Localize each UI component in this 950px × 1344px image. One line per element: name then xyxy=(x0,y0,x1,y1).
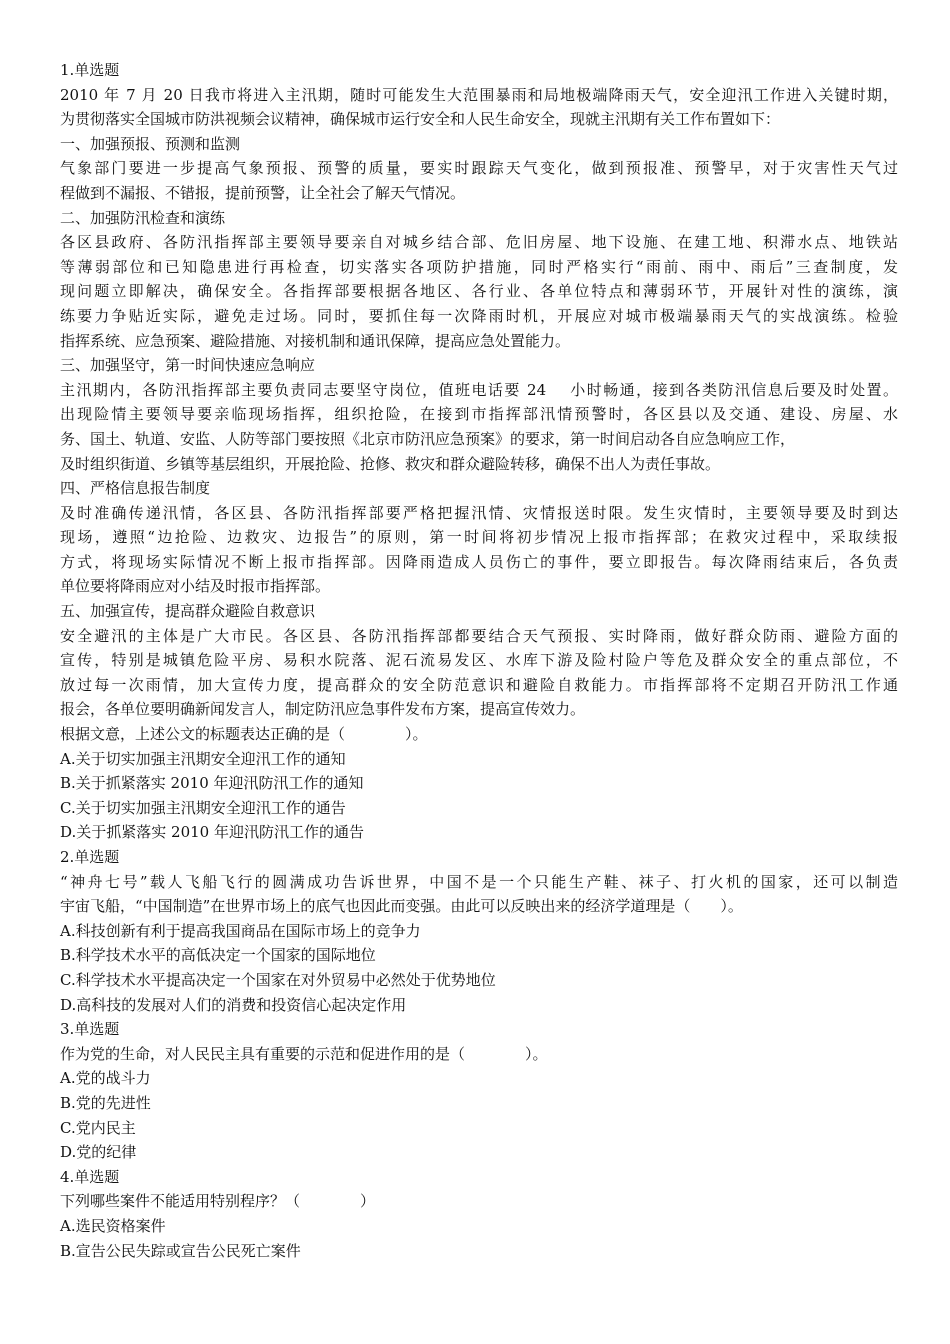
q2-option-a: A.科技创新有利于提高我国商品在国际市场上的竞争力 xyxy=(60,921,421,940)
q4-stem: 下列哪些案件不能适用特别程序？（ ） xyxy=(60,1192,376,1211)
q1-section-2-line-1: 各区县政府、各防汛指挥部主要领导要亲自对城乡结合部、危旧房屋、地下设施、在建工地、积滞水点、地铁站 xyxy=(60,233,898,252)
q1-question: 根据文意，上述公文的标题表达正确的是（ ）。 xyxy=(60,725,428,744)
q1-section-4-line-2: 现场，遵照“边抢险、边救灾、边报告”的原则，第一时间将初步情况上报市指挥部；在救灾过程中，采取续报 xyxy=(60,528,898,547)
q4-option-a: A.选民资格案件 xyxy=(60,1216,166,1235)
q1-section-4-line-1: 及时准确传递汛情，各区县、各防汛指挥部要严格把握汛情、灾情报送时限。发生灾情时，主要领导要及时到达 xyxy=(60,503,898,522)
q1-section-3-line-1: 主汛期内，各防汛指挥部主要负责同志要坚守岗位，值班电话要 24 小时畅通，接到各类防汛信息后要及时处置。 xyxy=(60,380,898,399)
q1-section-2-title: 二、加强防汛检查和演练 xyxy=(60,208,226,227)
q2-option-c: C.科学技术水平提高决定一个国家在对外贸易中必然处于优势地位 xyxy=(60,970,496,989)
q1-section-3-line-2: 出现险情主要领导要亲临现场指挥，组织抢险，在接到市指挥部汛情预警时，各区县以及交通、建设、房屋、水 xyxy=(60,405,898,424)
q1-section-5-line-2: 宣传，特别是城镇危险平房、易积水院落、泥石流易发区、水库下游及险村险户等危及群众安全的重点部位，不 xyxy=(60,651,898,670)
q1-section-5-line-4: 报会，各单位要明确新闻发言人，制定防汛应急事件发布方案，提高宣传效力。 xyxy=(60,700,586,719)
q1-section-1-line-1: 气象部门要进一步提高气象预报、预警的质量，要实时跟踪天气变化，做到预报准、预警早，对于灾害性天气过 xyxy=(60,159,898,178)
q1-option-c: C.关于切实加强主汛期安全迎汛工作的通告 xyxy=(60,798,346,817)
q1-section-3-line-3: 务、国土、轨道、安监、人防等部门要按照《北京市防汛应急预案》的要求，第一时间启动各自应急响应工作， xyxy=(60,429,796,448)
q1-option-a: A.关于切实加强主汛期安全迎汛工作的通知 xyxy=(60,749,346,768)
q1-header: 1.单选题 xyxy=(60,61,120,79)
q3-option-d: D.党的纪律 xyxy=(60,1143,137,1162)
q3-option-b: B.党的先进性 xyxy=(60,1093,151,1112)
q1-section-2-line-4: 练要力争贴近实际，避免走过场。同时，要抓住每一次降雨时机，开展应对城市极端暴雨天气的实战演练。检验 xyxy=(60,306,898,325)
q1-intro-line-2: 为贯彻落实全国城市防洪视频会议精神，确保城市运行安全和人民生命安全，现就主汛期有关工作布置如下： xyxy=(60,110,781,129)
q1-section-4-line-4: 单位要将降雨应对小结及时报市指挥部。 xyxy=(60,577,331,596)
q2-option-d: D.高科技的发展对人们的消费和投资信心起决定作用 xyxy=(60,995,407,1014)
q1-section-2-line-2: 等薄弱部位和已知隐患进行再检查，切实落实各项防护措施，同时严格实行“雨前、雨中、雨后”三查制度，发 xyxy=(60,257,898,276)
q1-section-3-title: 三、加强坚守，第一时间快速应急响应 xyxy=(60,356,316,375)
q1-section-2-line-3: 现问题立即解决，确保安全。各指挥部要根据各地区、各行业、各单位特点和薄弱环节，开展针对性的演练，演 xyxy=(60,282,898,301)
q2-header: 2.单选题 xyxy=(60,848,120,866)
q1-section-4-line-3: 方式，将现场实际情况不断上报市指挥部。因降雨造成人员伤亡的事件，要立即报告。每次降雨结束后，各负责 xyxy=(60,552,898,571)
q2-stem-line-1: “神舟七号”载人飞船飞行的圆满成功告诉世界，中国不是一个只能生产鞋、袜子、打火机的国家，还可以制造 xyxy=(60,872,898,891)
q1-option-b: B.关于抓紧落实 2010 年迎汛防汛工作的通知 xyxy=(60,774,364,793)
q2-option-b: B.科学技术水平的高低决定一个国家的国际地位 xyxy=(60,946,376,965)
q3-option-c: C.党内民主 xyxy=(60,1118,136,1137)
q1-section-5-line-3: 放过每一次雨情，加大宣传力度，提高群众的安全防范意识和避险自救能力。市指挥部将不定期召开防汛工作通 xyxy=(60,675,898,694)
q3-stem: 作为党的生命，对人民民主具有重要的示范和促进作用的是（ ）。 xyxy=(60,1044,548,1063)
q4-header: 4.单选题 xyxy=(60,1167,120,1186)
q1-section-4-title: 四、严格信息报告制度 xyxy=(60,479,211,498)
document-page xyxy=(60,58,898,1263)
q1-section-2-line-5: 指挥系统、应急预案、避险措施、对接机制和通讯保障，提高应急处置能力。 xyxy=(60,331,571,350)
q1-option-d: D.关于抓紧落实 2010 年迎汛防汛工作的通告 xyxy=(60,823,364,842)
q4-option-b: B.宣告公民失踪或宣告公民死亡案件 xyxy=(60,1241,301,1260)
q1-section-1-title: 一、加强预报、预测和监测 xyxy=(60,134,241,153)
q1-intro-line-1: 2010 年 7 月 20 日我市将进入主汛期，随时可能发生大范围暴雨和局地极端降雨天气，安全迎汛工作进入关键时期， xyxy=(60,85,898,104)
q1-section-5-line-1: 安全避汛的主体是广大市民。各区县、各防汛指挥部都要结合天气预报、实时降雨，做好群众防雨、避险方面的 xyxy=(60,626,898,645)
q3-header: 3.单选题 xyxy=(60,1020,120,1039)
q2-stem-line-2: 宇宙飞船，“中国制造”在世界市场上的底气也因此而变强。由此可以反映出来的经济学道理是（ ）。 xyxy=(60,897,743,916)
q3-option-a: A.党的战斗力 xyxy=(60,1069,151,1088)
q1-section-1-line-2: 程做到不漏报、不错报，提前预警，让全社会了解天气情况。 xyxy=(60,183,466,202)
q1-section-5-title: 五、加强宣传，提高群众避险自救意识 xyxy=(60,602,316,621)
q1-section-3-line-4: 及时组织街道、乡镇等基层组织，开展抢险、抢修、救灾和群众避险转移，确保不出人为责任事故。 xyxy=(60,454,721,473)
